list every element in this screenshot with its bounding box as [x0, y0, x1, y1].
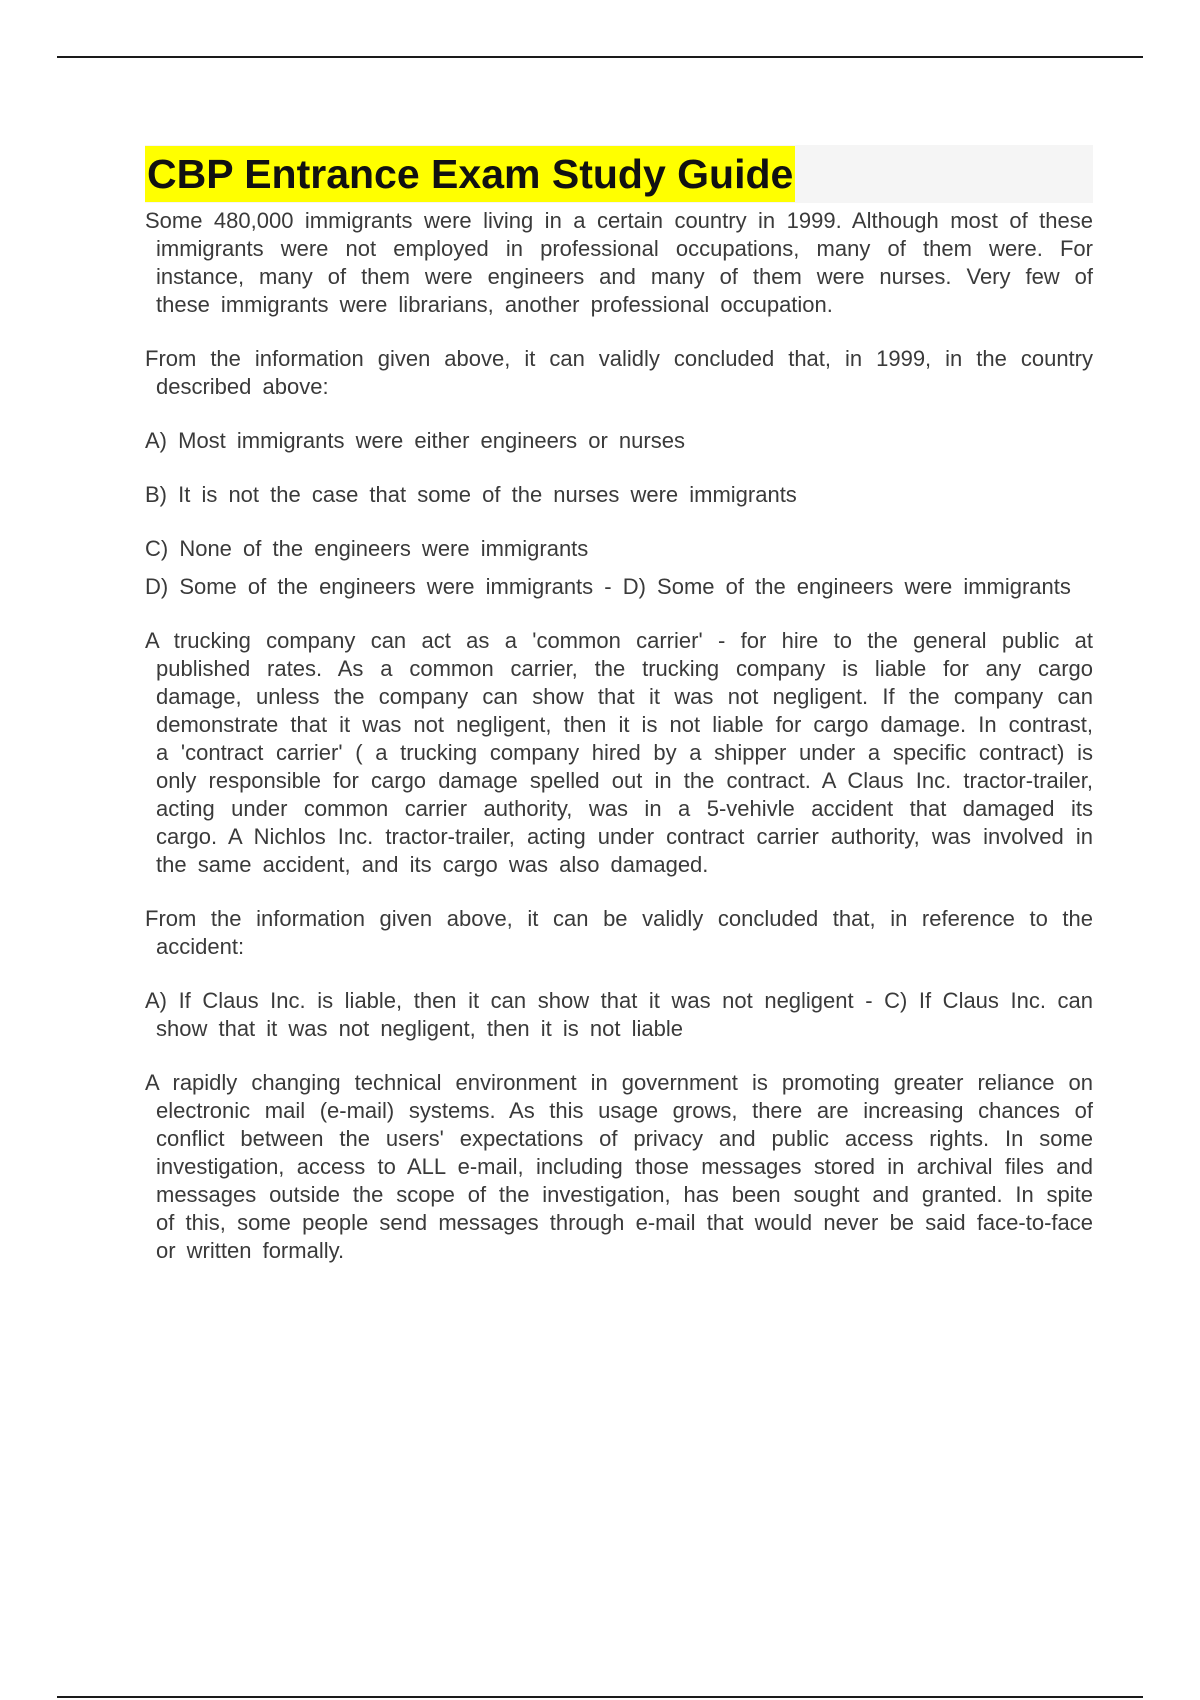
q1-option-c: C) None of the engineers were immigrants	[145, 536, 589, 561]
q2-passage: A trucking company can act as a 'common carrier' - for hire to the general public at published rates. As a common carrier, the trucking company is liable for any cargo damage, unless the company can show that it was not negligent. If the company can demonstrate that it was not negligent, then it is not liable for cargo damage. In contrast, a 'contract carrier' ( a trucking company hired by a shipper under a specific contract) is only responsible for cargo damage spelled out in the contract. A Claus Inc. tractor-trailer, acting under common carrier authority, was in a 5-vehivle accident that damaged its cargo. A Nichlos Inc. tractor-trailer, acting under contract carrier authority, was involved in the same accident, and its cargo was also damaged.	[145, 628, 1093, 877]
q1-option-d: D) Some of the engineers were immigrants - D) Some of the engineers were immigrants	[145, 574, 1071, 599]
title-band	[145, 145, 1093, 203]
top-rule	[57, 56, 1143, 58]
q1-option-a: A) Most immigrants were either engineers or nurses	[145, 428, 685, 453]
q1-option-b: B) It is not the case that some of the nurses were immigrants	[145, 482, 797, 507]
q1-passage: Some 480,000 immigrants were living in a certain country in 1999. Although most of these immigrants were not employed in professional occupations, many of them were. For instance, many of them were engineers and many of them were nurses. Very few of these immigrants were librarians, another professional occupation.	[145, 208, 1093, 317]
q1-prompt: From the information given above, it can validly concluded that, in 1999, in the country described above:	[145, 346, 1093, 399]
bottom-rule	[57, 1696, 1143, 1698]
q2-prompt: From the information given above, it can be validly concluded that, in reference to the accident:	[145, 906, 1093, 959]
q3-passage: A rapidly changing technical environment in government is promoting greater reliance on electronic mail (e-mail) systems. As this usage grows, there are increasing chances of conflict between the users' expectations of privacy and public access rights. In some investigation, access to ALL e-mail, including those messages stored in archival files and messages outside the scope of the investigation, has been sought and granted. In spite of this, some people send messages through e-mail that would never be said face-to-face or written formally.	[145, 1070, 1093, 1263]
q2-answer: A) If Claus Inc. is liable, then it can show that it was not negligent - C) If Claus Inc. can show that it was not negligent, then it is not liable	[145, 988, 1093, 1041]
document-body	[145, 145, 1093, 1265]
page-title: CBP Entrance Exam Study Guide	[145, 146, 795, 202]
